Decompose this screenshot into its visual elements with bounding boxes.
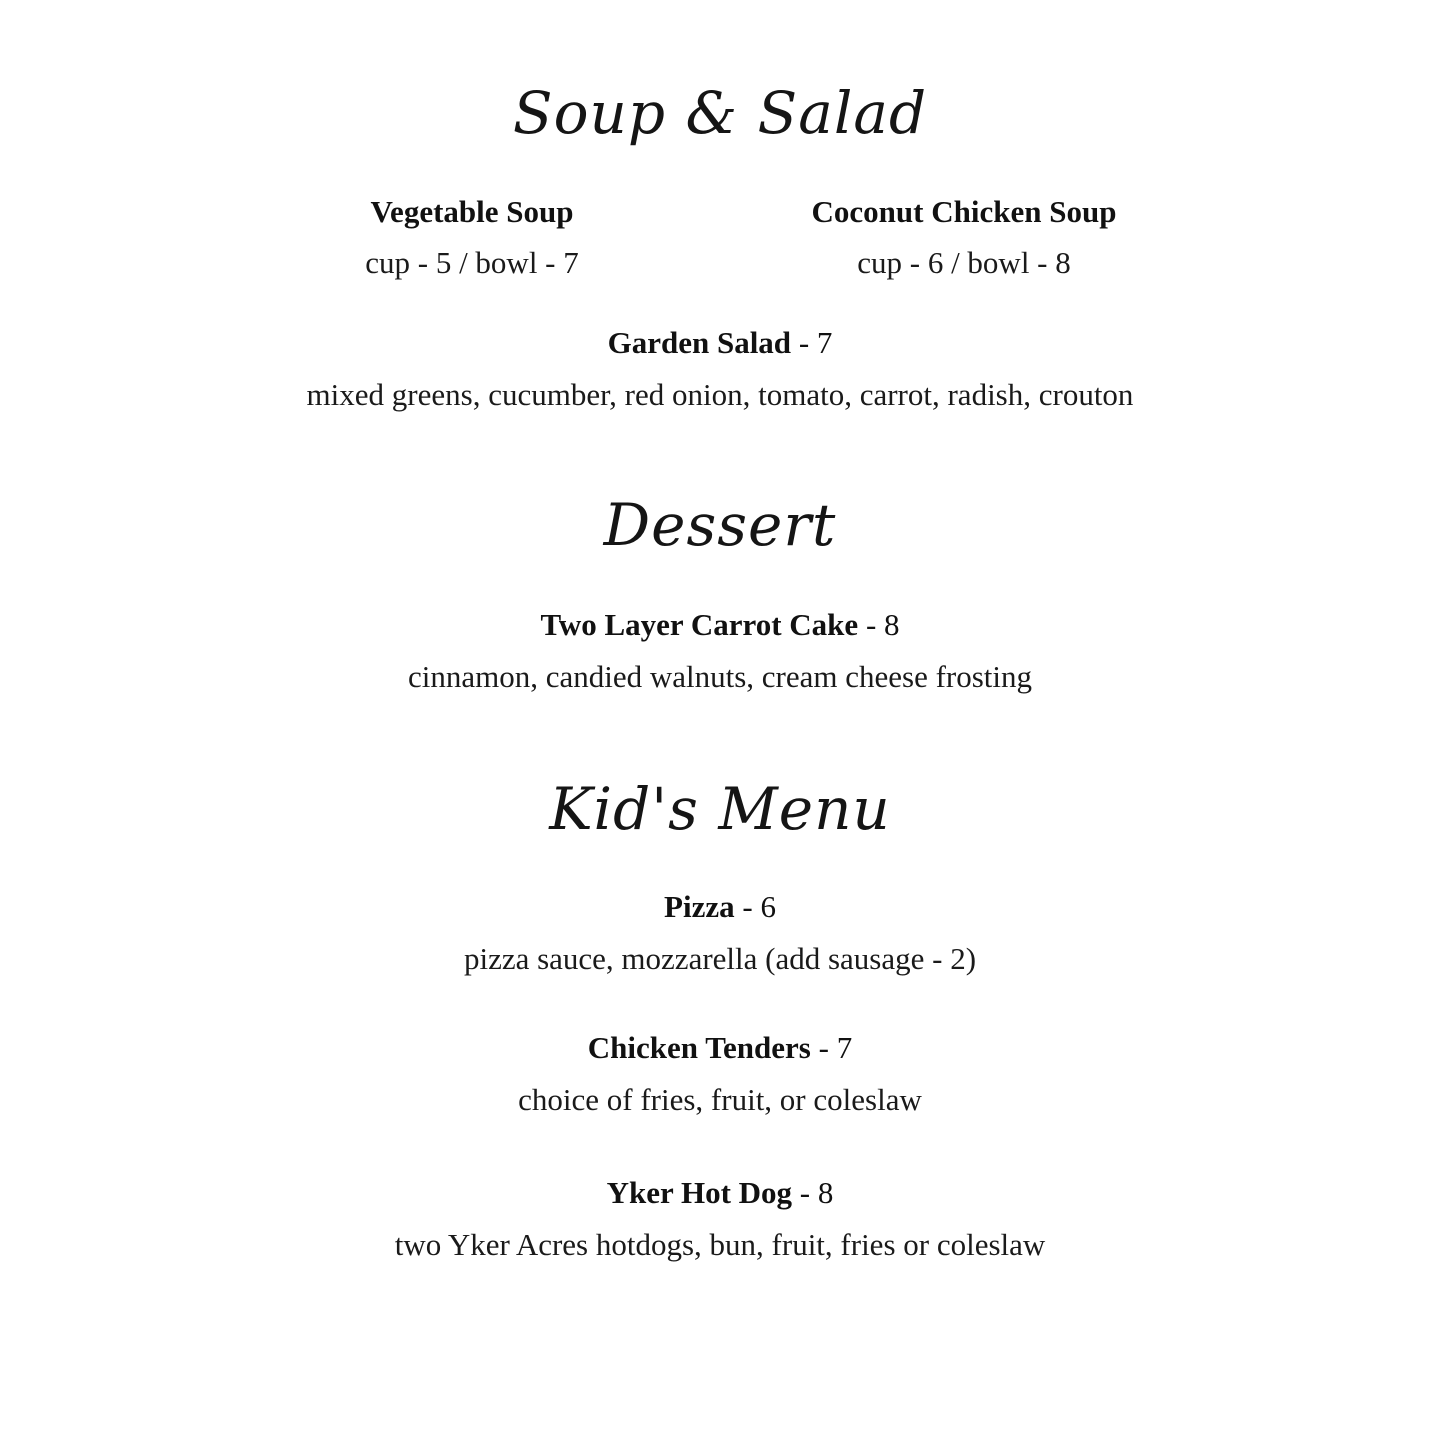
hot-dog-title [0,1177,1440,1208]
vegetable-soup-price: cup - 5 / bowl - 7 [365,245,579,280]
garden-salad-name: Garden Salad [607,325,792,360]
coconut-soup-name: Coconut Chicken Soup [811,194,1117,229]
coconut-soup-title [744,196,1184,227]
pizza-title [0,891,1440,922]
carrot-cake-description: cinnamon, candied walnuts, cream cheese frosting [407,659,1033,694]
pizza-name: Pizza [664,889,735,924]
coconut-soup-price: cup - 6 / bowl - 8 [857,245,1071,280]
carrot-cake-name: Two Layer Carrot Cake [540,607,859,642]
soup-salad-heading: Soup & Salad [512,79,928,147]
vegetable-soup-name: Vegetable Soup [370,194,574,229]
chicken-tenders-name: Chicken Tenders [587,1030,811,1065]
kids-menu-heading: Kid's Menu [549,775,891,843]
chicken-tenders-description: choice of fries, fruit, or coleslaw [518,1082,922,1117]
hot-dog-description: two Yker Acres hotdogs, bun, fruit, fries or coleslaw [394,1227,1046,1262]
hot-dog-price: - 8 [792,1175,834,1210]
pizza-description: pizza sauce, mozzarella (add sausage - 2) [463,941,977,976]
vegetable-soup-title [272,196,672,227]
carrot-cake-price: - 8 [858,607,900,642]
garden-salad-title [0,327,1440,358]
pizza-price: - 6 [734,889,776,924]
carrot-cake-title [0,609,1440,640]
chicken-tenders-title [0,1032,1440,1063]
garden-salad-description: mixed greens, cucumber, red onion, tomato, carrot, radish, crouton [306,377,1134,412]
chicken-tenders-price: - 7 [810,1030,853,1065]
dessert-heading: Dessert [603,491,837,559]
hot-dog-name: Yker Hot Dog [606,1175,793,1210]
garden-salad-price: - 7 [791,325,833,360]
